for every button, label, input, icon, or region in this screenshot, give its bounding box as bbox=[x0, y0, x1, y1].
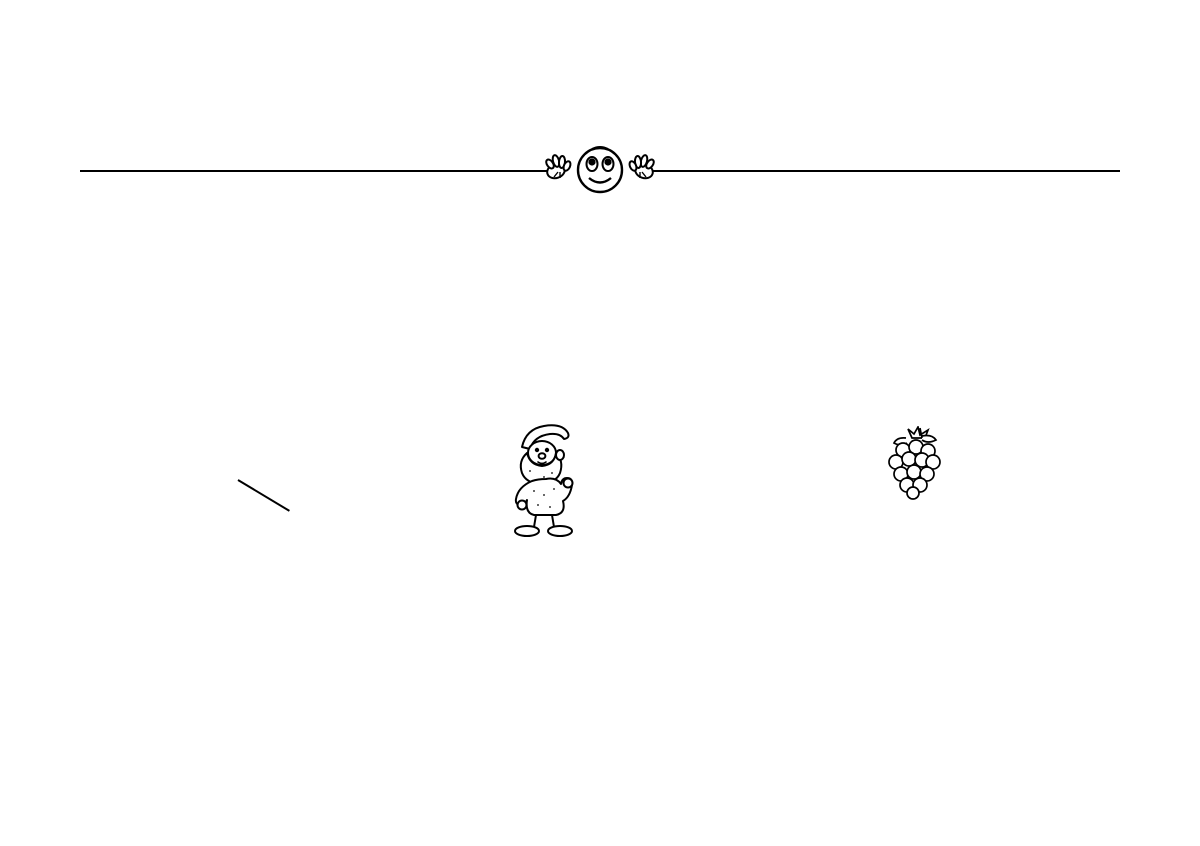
raspberry-illustration bbox=[882, 426, 948, 500]
smiley-face-icon bbox=[543, 139, 657, 197]
header-divider-right bbox=[649, 170, 1120, 172]
outlined-eight-digit bbox=[167, 419, 233, 515]
right-hand-icon bbox=[628, 154, 655, 180]
left-hand-icon bbox=[545, 154, 572, 180]
header-divider-left bbox=[80, 170, 553, 172]
letter-puzzle bbox=[0, 640, 1200, 740]
gnome-illustration bbox=[500, 421, 586, 543]
strikethrough-line bbox=[237, 479, 289, 512]
